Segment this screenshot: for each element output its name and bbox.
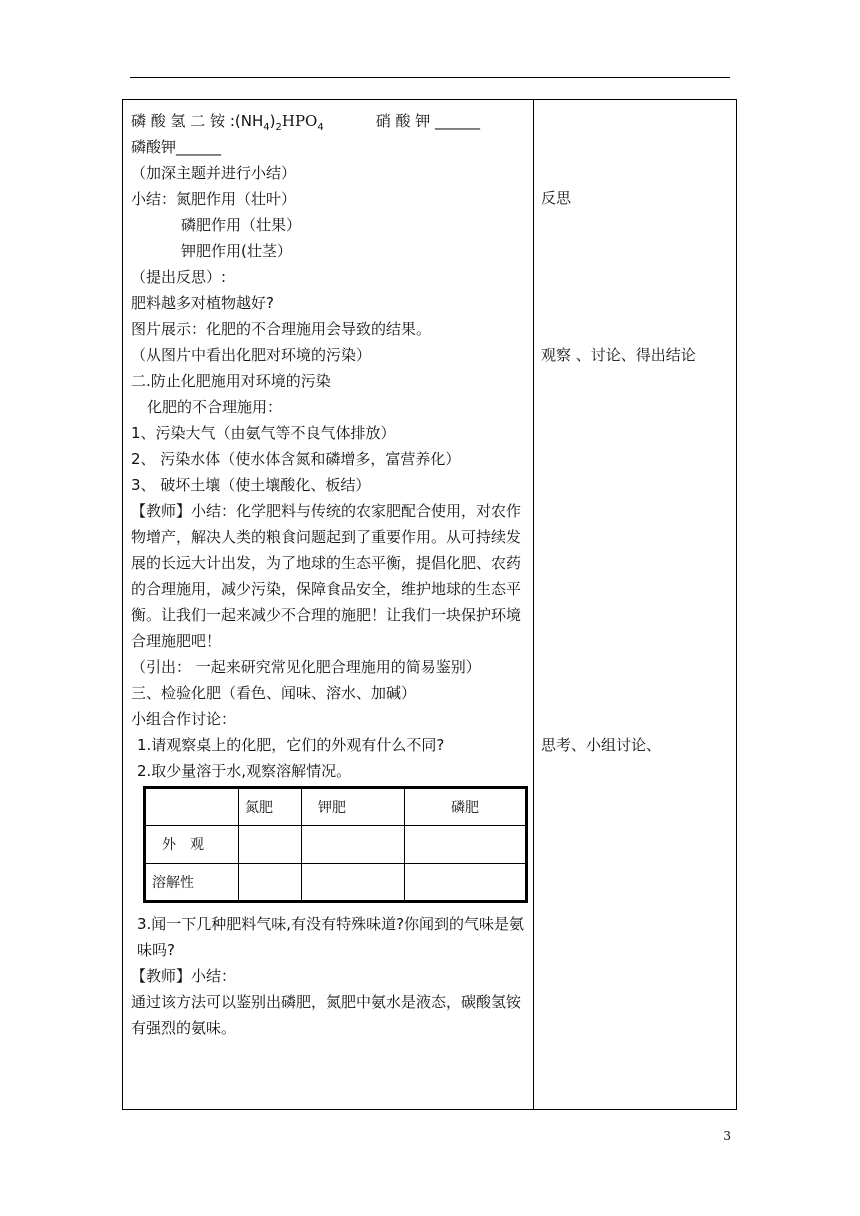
formula-text: 磷 酸 氢 二 铵 :(NH (131, 112, 264, 130)
table-row-label: 溶解性 (146, 863, 239, 900)
text-line: 肥料越多对植物越好? (131, 294, 274, 312)
question-item: 2.取少量溶于水,观察溶解情况。 (137, 762, 352, 780)
section-heading: 二.防止化肥施用对环境的污染 (131, 372, 331, 390)
table-cell (302, 863, 405, 900)
text-line: （提出反思）: (131, 268, 227, 286)
text-line: 小结：氮肥作用（壮叶） (131, 190, 297, 208)
header-rule (130, 77, 730, 78)
table-cell (405, 863, 526, 900)
table-row (146, 789, 526, 826)
subscript: 2 (275, 122, 282, 133)
column-divider (533, 100, 534, 1109)
lesson-table (122, 99, 737, 1110)
table-cell (239, 863, 302, 900)
page-number: 3 (723, 1129, 731, 1143)
text-line: 磷肥作用（壮果） (181, 216, 302, 234)
fertilizer-observation-table (143, 786, 528, 903)
table-cell (302, 826, 405, 863)
table-cell (405, 826, 526, 863)
list-item: 3、 破坏土壤（使土壤酸化、板结） (131, 476, 371, 494)
text-line: （引出： 一起来研究常见化肥合理施用的简易鉴别） (131, 658, 481, 676)
text-line: （加深主题并进行小结） (131, 164, 297, 182)
list-item: 1、污染大气（由氨气等不良气体排放） (131, 424, 396, 442)
table-header-cell: 磷肥 (405, 789, 526, 826)
table-cell (239, 826, 302, 863)
text-line: 磷酸钾______ (131, 138, 222, 156)
subscript: 4 (263, 122, 270, 133)
formula-line (131, 108, 527, 134)
text-line: 化肥的不合理施用： (147, 398, 283, 416)
subscript: 4 (317, 122, 324, 133)
text-line: 【教师】小结： (131, 967, 237, 985)
blank-item: 硝 酸 钾 ______ (375, 112, 481, 130)
conclusion-paragraph: 通过该方法可以鉴别出磷肥，氮肥中氨水是液态，碳酸氢铵有强烈的氨味。 (131, 993, 522, 1037)
table-row (146, 826, 526, 863)
section-heading: 三、检验化肥（看色、闻味、溶水、加碱） (131, 684, 417, 702)
table-header-cell: 氮肥 (239, 789, 302, 826)
formula-text: ) (269, 112, 276, 130)
question-item: 1.请观察桌上的化肥，它们的外观有什么不同? (137, 736, 445, 754)
table-header-cell: 钾肥 (302, 789, 405, 826)
table-header-cell (146, 789, 239, 826)
teacher-summary-paragraph: 【教师】小结：化学肥料与传统的农家肥配合使用，对农作物增产，解决人类的粮食问题起到了重要作用。从可持续发展的长远大计出发，为了地球的生态平衡，提倡化肥、农药的合理施用，减少污染，保障食品安全，维护地球的生态平衡。让我们一起来减少不合理的施肥！让我们一块保护环境合理施肥吧！ (131, 502, 522, 650)
text-line: 图片展示：化肥的不合理施用会导致的结果。 (131, 320, 432, 338)
text-line: 小组合作讨论： (131, 710, 237, 728)
question-item: 3.闻一下几种肥料气味,有没有特殊味道?你闻到的气味是氨味吗? (137, 915, 525, 959)
table-row-label: 外 观 (146, 826, 239, 863)
text-line: 钾肥作用(壮茎） (181, 242, 292, 260)
text-line: （从图片中看出化肥对环境的污染） (131, 346, 372, 364)
student-activity-discuss: 思考、小组讨论、 (541, 736, 662, 754)
student-activity-observe: 观察 、讨论、得出结论 (541, 346, 696, 364)
formula-text: HPO (281, 112, 318, 130)
table-row (146, 863, 526, 900)
student-activity-reflect: 反思 (541, 189, 572, 207)
list-item: 2、 污染水体（使水体含氮和磷增多，富营养化） (131, 450, 461, 468)
